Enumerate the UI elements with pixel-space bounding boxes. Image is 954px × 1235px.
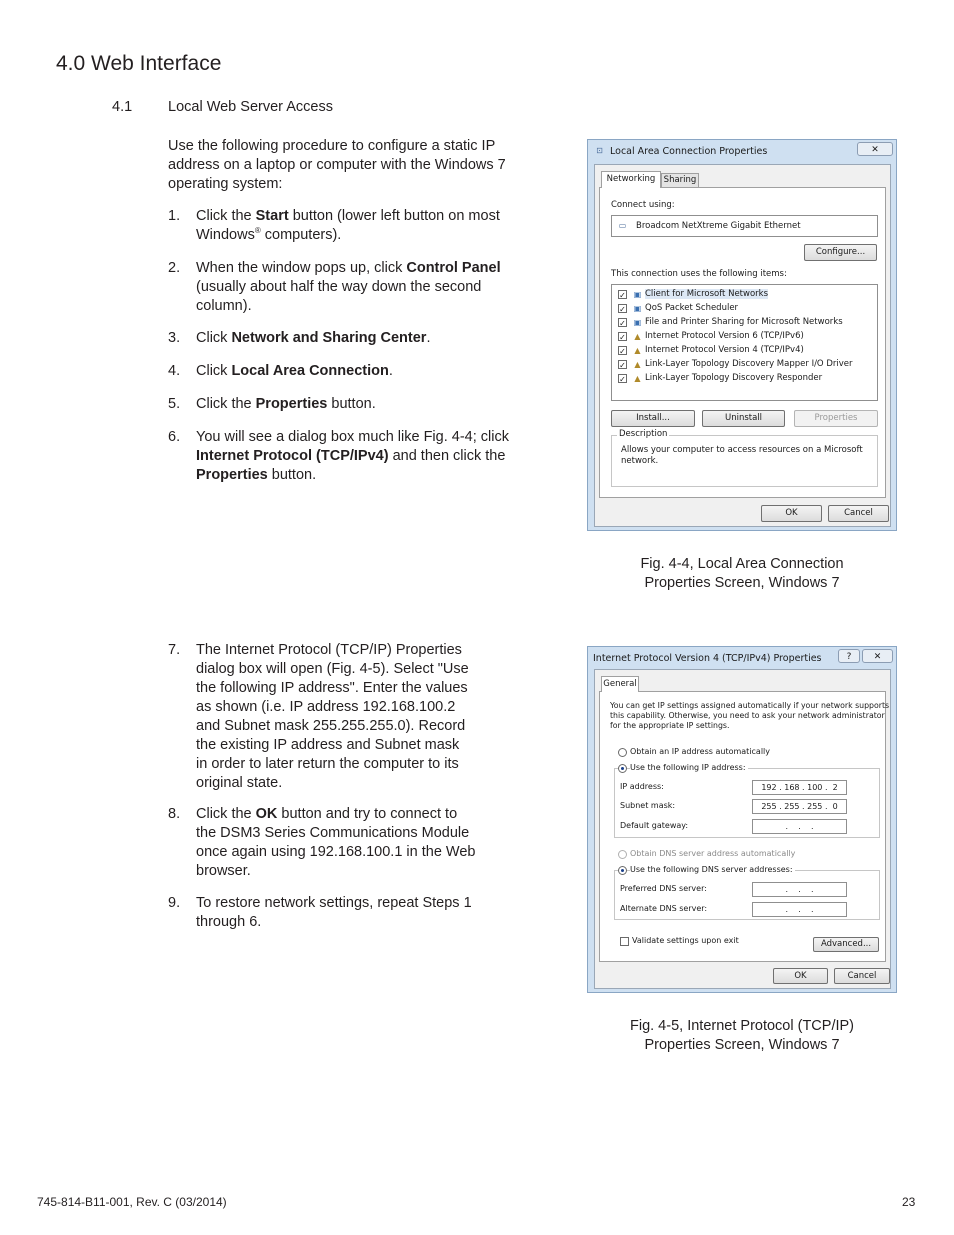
radio-use-ip[interactable] <box>618 764 627 773</box>
obtain-dns-label: Obtain DNS server address automatically <box>630 849 796 858</box>
list-item[interactable]: ✓ ▲ Internet Protocol Version 6 (TCP/IPv6) <box>619 331 804 342</box>
step-number: 7. <box>168 642 181 658</box>
validate-label: Validate settings upon exit <box>632 936 739 945</box>
preferred-dns-label: Preferred DNS server: <box>620 884 707 893</box>
list-item[interactable]: ✓ ▣ QoS Packet Scheduler <box>619 303 739 314</box>
description-label: Description <box>619 429 668 439</box>
tab-panel: You can get IP settings assigned automatically if your network supports this capability. Otherwise, you need to ask your network administrator for the appropriate IP settings. Obtain an IP address automatically Use the following IP address: IP address: 192 . 168 . 100 . 2 Subnet mask: 255 . 255 . 255 . 0 Default gateway: . . . Obtain DNS server address automatically Use the following DNS server addresses: Preferred DNS server: . . . Alternate DNS server: . . . Validate settings upon exit Advanced... <box>599 691 886 962</box>
figure-caption: Fig. 4-4, Local Area Connection Properties Screen, Windows 7 <box>640 556 844 591</box>
local-area-connection-dialog <box>587 139 897 531</box>
dialog-title: Local Area Connection Properties <box>610 146 768 157</box>
protocol-icon: ▲ <box>634 360 641 369</box>
step-number: 6. <box>168 429 181 445</box>
checkbox-checked-icon[interactable]: ✓ <box>619 333 626 342</box>
obtain-ip-label: Obtain an IP address automatically <box>630 747 771 756</box>
items-label: This connection uses the following items: <box>611 269 787 279</box>
step-number: 3. <box>168 330 181 346</box>
list-item[interactable]: ✓ ▣ File and Printer Sharing for Microsoft Networks <box>619 317 843 328</box>
adapter-field: ▭ Broadcom NetXtreme Gigabit Ethernet <box>611 215 878 237</box>
list-item[interactable]: ✓ ▲ Link-Layer Topology Discovery Mapper I/O Driver <box>619 359 853 370</box>
subsection-title: Local Web Server Access <box>168 99 333 115</box>
checkbox-checked-icon[interactable]: ✓ <box>619 319 626 328</box>
client-icon: ▣ <box>633 290 642 299</box>
ip-address-field[interactable]: 192 . 168 . 100 . 2 <box>752 780 847 795</box>
alternate-dns-label: Alternate DNS server: <box>620 904 708 913</box>
radio-obtain-dns[interactable] <box>618 850 627 859</box>
description-text: network. <box>621 456 659 466</box>
checkbox-checked-icon[interactable]: ✓ <box>619 375 626 384</box>
network-icon: ⊡ <box>596 146 603 155</box>
list-item[interactable]: ✓ ▲ Internet Protocol Version 4 (TCP/IPv4) <box>619 345 804 356</box>
step-4: Click Local Area Connection. <box>196 363 393 379</box>
configure-button[interactable]: Configure... <box>804 244 877 261</box>
properties-button[interactable]: Properties <box>794 410 878 427</box>
step-6: You will see a dialog box much like Fig. 4-4; click Internet Protocol (TCP/IPv4) and then click the Properties button. <box>196 429 509 483</box>
tab-networking[interactable]: Networking <box>601 171 661 188</box>
radio-use-dns[interactable] <box>618 866 627 875</box>
step-7: The Internet Protocol (TCP/IP) Properties dialog box will open (Fig. 4-5). Select "Use the following IP address". Enter the values as shown (i.e. IP address 192.168.100.2 and Subnet mask 255.255.255.0). Record the existing IP address and Subnet mask in order to later return the computer to its original state. <box>196 642 469 791</box>
close-icon[interactable]: ✕ <box>862 649 893 663</box>
step-3: Click Network and Sharing Center. <box>196 330 431 346</box>
subnet-mask-field[interactable]: 255 . 255 . 255 . 0 <box>752 799 847 814</box>
page-number: 23 <box>902 1195 916 1209</box>
uninstall-button[interactable]: Uninstall <box>702 410 785 427</box>
step-2: When the window pops up, click Control Panel (usually about half the way down the second column). <box>196 260 501 314</box>
radio-obtain-ip[interactable] <box>618 748 627 757</box>
protocol-icon: ▲ <box>634 346 641 355</box>
preferred-dns-field[interactable]: . . . <box>752 882 847 897</box>
step-number: 5. <box>168 396 181 412</box>
adapter-icon: ▭ <box>618 221 627 230</box>
tab-sharing[interactable]: Sharing <box>661 173 699 187</box>
checkbox-checked-icon[interactable]: ✓ <box>619 361 626 370</box>
step-number: 8. <box>168 806 181 822</box>
validate-checkbox[interactable] <box>620 937 629 946</box>
list-item[interactable]: ✓ ▣ Client for Microsoft Networks <box>619 289 769 300</box>
intro-paragraph: Use the following procedure to configure a static IP address on a laptop or computer with the Windows 7 operating system: <box>168 138 506 192</box>
tcpip-properties-dialog <box>587 646 897 993</box>
file-sharing-icon: ▣ <box>633 318 642 327</box>
step-5: Click the Properties button. <box>196 396 376 412</box>
ok-button[interactable]: OK <box>761 505 822 522</box>
checkbox-checked-icon[interactable]: ✓ <box>619 291 626 300</box>
section-title: 4.0 Web Interface <box>56 52 222 75</box>
step-number: 1. <box>168 208 181 224</box>
step-8: Click the OK button and try to connect to the DSM3 Series Communications Module once again using 192.168.100.1 in the Web browser. <box>196 806 476 879</box>
alternate-dns-field[interactable]: . . . <box>752 902 847 917</box>
checkbox-checked-icon[interactable]: ✓ <box>619 347 626 356</box>
footer-document-number: 745-814-B11-001, Rev. C (03/2014) <box>37 1195 227 1209</box>
subsection-number: 4.1 <box>112 99 133 115</box>
tab-panel <box>599 187 886 498</box>
step-number: 2. <box>168 260 181 276</box>
close-icon[interactable]: ✕ <box>857 142 893 156</box>
install-button[interactable]: Install... <box>611 410 695 427</box>
checkbox-checked-icon[interactable]: ✓ <box>619 305 626 314</box>
default-gateway-field[interactable]: . . . <box>752 819 847 834</box>
cancel-button[interactable]: Cancel <box>828 505 889 522</box>
default-gateway-label: Default gateway: <box>620 821 689 830</box>
cancel-button[interactable]: Cancel <box>834 968 890 984</box>
advanced-button[interactable]: Advanced... <box>813 937 879 952</box>
subnet-mask-label: Subnet mask: <box>620 801 676 810</box>
tab-general[interactable]: General <box>601 676 639 692</box>
step-number: 9. <box>168 895 181 911</box>
dialog-body <box>594 164 891 527</box>
use-ip-label: Use the following IP address: <box>630 763 746 772</box>
items-list <box>611 284 878 401</box>
dialog-body <box>594 669 891 989</box>
scheduler-icon: ▣ <box>633 304 642 313</box>
protocol-icon: ▲ <box>634 374 641 383</box>
step-9: To restore network settings, repeat Steps 1 through 6. <box>196 895 472 930</box>
list-item[interactable]: ✓ ▲ Link-Layer Topology Discovery Responder <box>619 373 823 384</box>
protocol-icon: ▲ <box>634 332 641 341</box>
connect-using-label: Connect using: <box>611 200 675 210</box>
dialog-title: Internet Protocol Version 4 (TCP/IPv4) Properties <box>593 653 822 664</box>
figure-caption: Fig. 4-5, Internet Protocol (TCP/IP) Properties Screen, Windows 7 <box>629 1018 855 1053</box>
ok-button[interactable]: OK <box>773 968 828 984</box>
step-number: 4. <box>168 363 181 379</box>
help-icon[interactable]: ? <box>838 649 860 663</box>
step-1: Click the Start button (lower left button on most Windows® computers). <box>196 208 500 243</box>
use-dns-label: Use the following DNS server addresses: <box>630 865 793 874</box>
description-text: Allows your computer to access resources on a Microsoft <box>621 445 863 455</box>
ip-address-label: IP address: <box>620 782 664 791</box>
